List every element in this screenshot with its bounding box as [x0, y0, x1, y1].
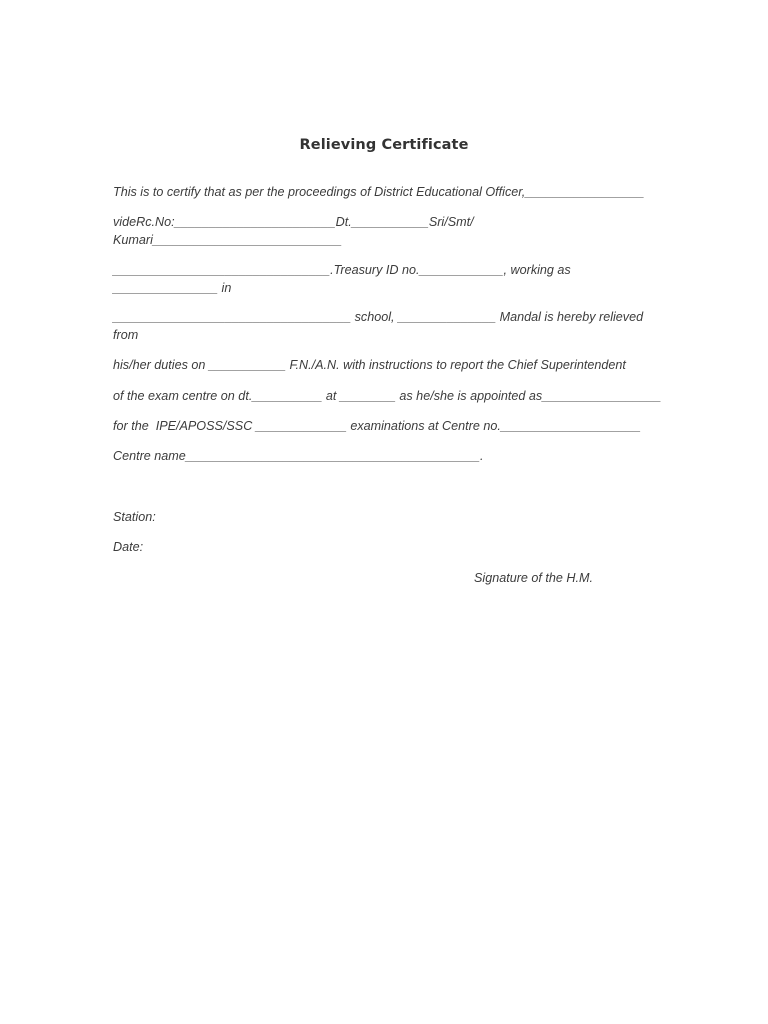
certificate-line-6: __________________________________ school, ______________ Mandal is hereby relieved — [113, 310, 644, 324]
signature-label: Signature of the H.M. — [474, 571, 594, 585]
certificate-line-5: _______________ in — [113, 281, 232, 295]
certificate-line-1: This is to certify that as per the proceedings of District Educational Officer,_________________ — [113, 185, 645, 199]
station-label: Station: — [113, 510, 156, 524]
certificate-line-4: _______________________________.Treasury ID no.____________, working as — [113, 263, 571, 277]
certificate-line-8: his/her duties on ___________ F.N./A.N. with instructions to report the Chief Superintendent — [113, 358, 626, 372]
certificate-line-7: from — [113, 328, 139, 342]
date-label: Date: — [113, 540, 144, 554]
certificate-line-2: videRc.No:_______________________Dt.___________Sri/Smt/ — [113, 215, 474, 229]
certificate-line-3: Kumari___________________________ — [113, 233, 342, 247]
certificate-line-9: of the exam centre on dt.__________ at ________ as he/she is appointed as_________________ — [113, 389, 662, 403]
document-title: Relieving Certificate — [299, 137, 469, 153]
certificate-line-11: Centre name__________________________________________. — [113, 449, 484, 463]
certificate-line-10: for the IPE/APOSS/SSC _____________ examinations at Centre no.____________________ — [113, 419, 641, 433]
